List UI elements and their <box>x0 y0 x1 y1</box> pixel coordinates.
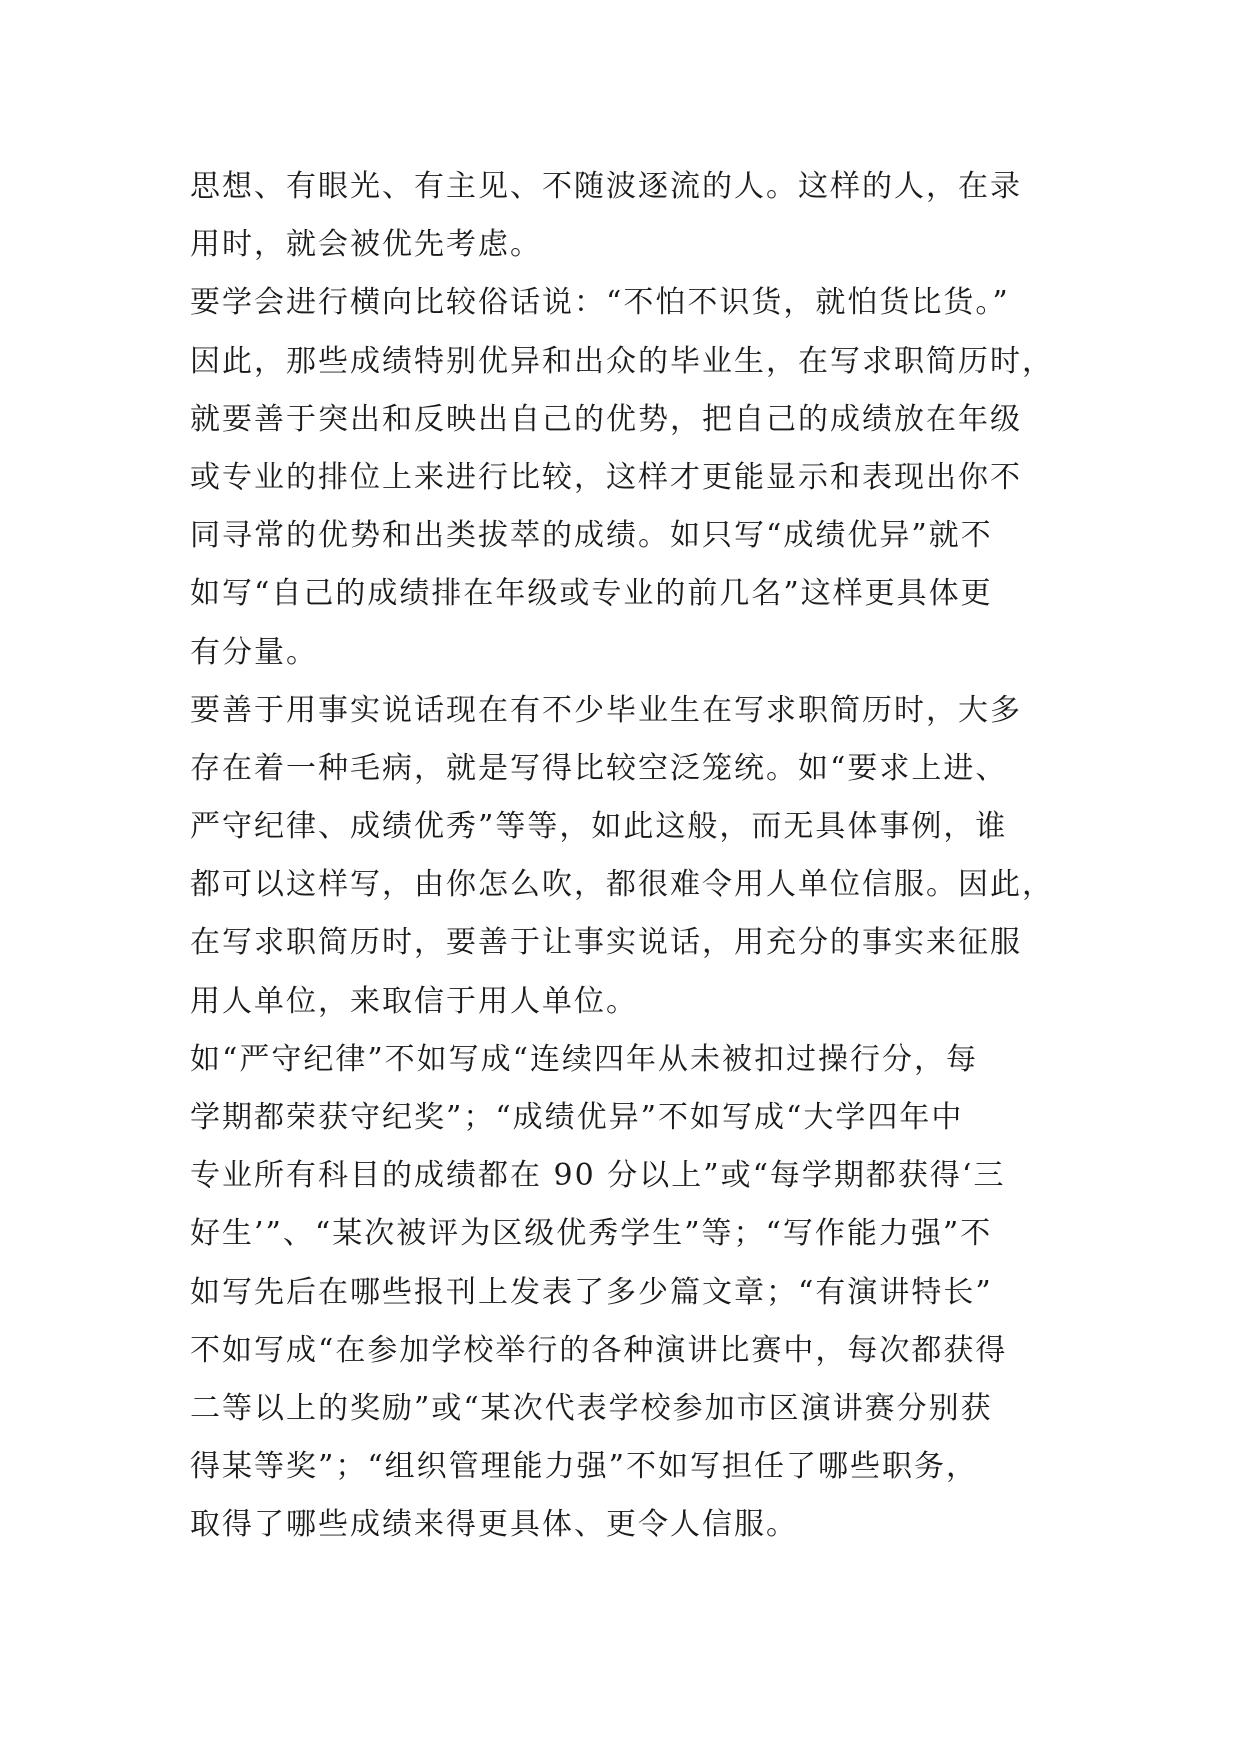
text-line: 要学会进行横向比较俗话说：“不怕不识货，就怕货比货。” <box>190 285 1010 321</box>
text-line: 用人单位，来取信于用人单位。 <box>190 983 638 1019</box>
text-line: 如“严守纪律”不如写成“连续四年从未被扣过操行分，每 <box>190 1041 979 1077</box>
text-line: 就要善于突出和反映出自己的优势，把自己的成绩放在年级 <box>190 401 1022 437</box>
text-line: 因此，那些成绩特别优异和出众的毕业生，在写求职简历时， <box>190 343 1054 379</box>
text-line: 在写求职简历时，要善于让事实说话，用充分的事实来征服 <box>190 925 1022 961</box>
text-line: 思想、有眼光、有主见、不随波逐流的人。这样的人，在录 <box>190 169 1022 204</box>
text-line: 学期都荣获守纪奖”；“成绩优异”不如写成“大学四年中 <box>190 1100 964 1135</box>
text-line: 用时，就会被优先考虑。 <box>190 227 542 263</box>
text-line: 专业所有科目的成绩都在 90 分以上”或“每学期都获得‘三 <box>190 1158 1006 1194</box>
text-line: 都可以这样写，由你怎么吹，都很难令用人单位信服。因此， <box>190 867 1054 903</box>
text-line: 如写先后在哪些报刊上发表了多少篇文章；“有演讲特长” <box>190 1274 993 1310</box>
text-line: 取得了哪些成绩来得更具体、更令人信服。 <box>190 1507 798 1543</box>
text-line: 得某等奖”；“组织管理能力强”不如写担任了哪些职务， <box>190 1449 979 1485</box>
text-line: 不如写成“在参加学校举行的各种演讲比赛中，每次都获得 <box>190 1332 1008 1368</box>
text-line: 或专业的排位上来进行比较，这样才更能显示和表现出你不 <box>190 459 1022 495</box>
body-text <box>190 158 1070 1555</box>
text-line: 要善于用事实说话现在有不少毕业生在写求职简历时，大多 <box>190 692 1022 728</box>
text-line: 存在着一种毛病，就是写得比较空泛笼统。如“要求上进、 <box>190 750 1008 786</box>
text-line: 同寻常的优势和出类拔萃的成绩。如只写“成绩优异”就不 <box>190 518 993 554</box>
text-line: 有分量。 <box>190 634 318 670</box>
text-line: 二等以上的奖励”或“某次代表学校参加市区演讲赛分别获 <box>190 1390 993 1426</box>
text-line: 如写“自己的成绩排在年级或专业的前几名”这样更具体更 <box>190 576 993 612</box>
text-line: 严守纪律、成绩优秀”等等，如此这般，而无具体事例，谁 <box>190 809 1008 845</box>
text-line: 好生’”、“某次被评为区级优秀学生”等；“写作能力强”不 <box>190 1216 993 1252</box>
